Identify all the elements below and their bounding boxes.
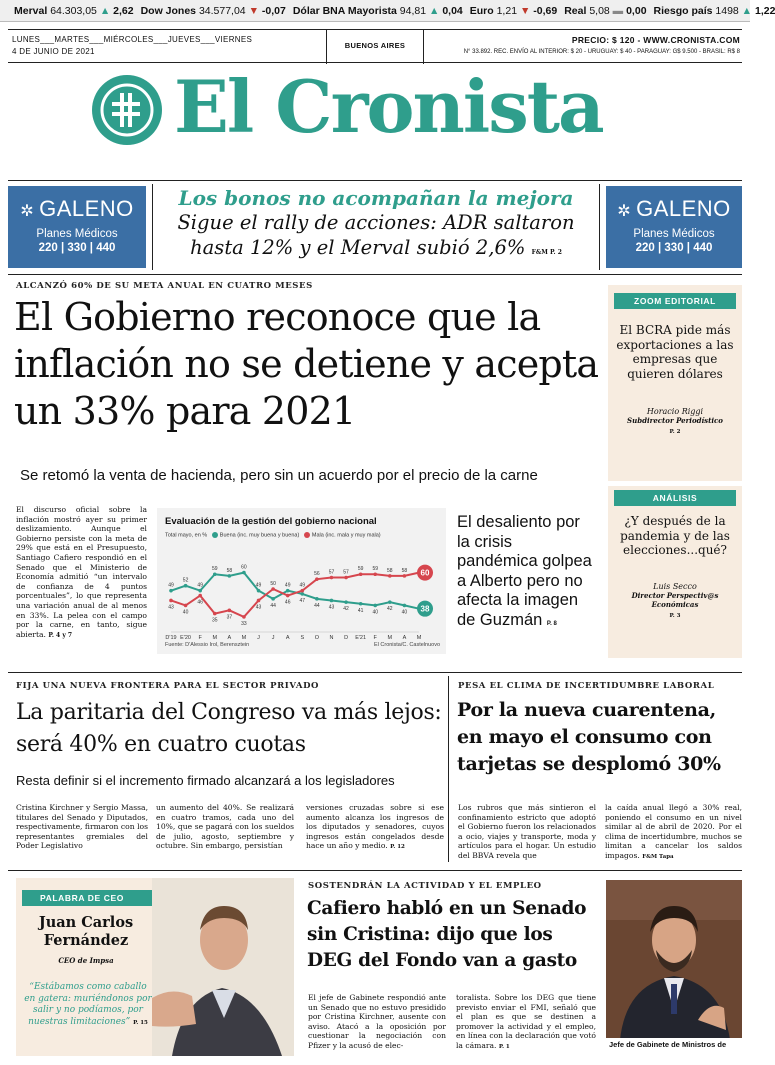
data-point	[300, 592, 304, 596]
data-label: 60	[241, 564, 247, 571]
data-label: 58	[226, 567, 233, 574]
data-label: 49	[168, 582, 174, 589]
data-label: 59	[357, 566, 364, 573]
ticker-item	[654, 5, 775, 17]
x-tick-label: M	[387, 635, 393, 641]
x-tick-label: N	[329, 635, 334, 641]
cafiero-photo	[606, 880, 742, 1040]
data-point	[373, 572, 377, 576]
edition-details: N° 33.892. REC. ENVÍO AL INTERIOR: $ 20 - URUGUAY: $ 40 - PARAGUAY: G$ 9.500 - BRASIL: R$ 8	[463, 49, 740, 55]
data-point	[213, 572, 217, 576]
ceo-quote: “Estábamos como caballo en gatera: muriéndonos por salir y no podíamos, por nuestras limitaciones” P. 15	[24, 982, 152, 1027]
data-label: 57	[328, 569, 335, 576]
cronista-emblem-icon	[90, 73, 164, 147]
data-label: 43	[328, 604, 335, 611]
data-label: 59	[372, 566, 379, 573]
end-label-bad: 60	[420, 568, 430, 578]
analysis-ref: P. 3	[669, 612, 681, 619]
data-label: 35	[211, 617, 218, 624]
analysis-box[interactable]	[608, 486, 742, 658]
legend-total: Total mayo, en %	[165, 532, 208, 539]
ceo-box[interactable]	[16, 878, 294, 1056]
data-label: 43	[255, 604, 262, 611]
x-tick-label: A	[285, 635, 290, 641]
data-point	[359, 572, 363, 576]
analysis-author: Luis Secco	[653, 581, 697, 591]
data-label: 59	[211, 566, 218, 573]
market-ticker	[0, 0, 775, 22]
data-point	[228, 609, 232, 613]
cafiero-photo-box	[606, 880, 742, 1056]
data-label: 49	[299, 582, 306, 589]
ceo-ref: P. 15	[133, 1019, 148, 1026]
galeno-sub: Planes Médicos	[633, 228, 715, 240]
x-tick-label: M	[416, 635, 422, 641]
top-story-title: Los bonos no acompañan la mejora	[178, 186, 574, 210]
arrow-down-icon: ▼	[517, 4, 534, 17]
ticker-label: Riesgo país	[653, 4, 716, 17]
lead-deck: Se retomó la venta de hacienda, pero sin un acuerdo por el precio de la carne	[20, 467, 538, 484]
data-point	[403, 574, 407, 578]
data-label: 40	[401, 609, 408, 616]
data-label: 46	[284, 599, 291, 606]
data-label: 40	[182, 609, 189, 616]
data-point	[213, 612, 217, 616]
x-tick-label: F	[198, 635, 202, 641]
story2-headline[interactable]: La paritaria del Congreso va más lejos: será 40% en cuatro cuotas	[16, 700, 442, 757]
ticker-value: 5,08	[589, 4, 610, 17]
x-tick-label: S	[300, 635, 305, 641]
chart-plot	[157, 508, 446, 654]
data-point	[403, 604, 407, 608]
galeno-ad-right[interactable]	[606, 186, 742, 268]
x-tick-label: E'21	[355, 635, 367, 641]
analysis-label: ANÁLISIS	[614, 490, 736, 506]
data-point	[315, 577, 319, 581]
data-point	[169, 599, 173, 603]
x-tick-label: E'20	[180, 635, 192, 641]
story2-deck: Resta definir si el incremento firmado alcanzará a los legisladores	[16, 773, 395, 788]
arrow-up-icon: ▲	[738, 4, 755, 17]
lead-body: El discurso oficial sobre la inflación mostró ayer su primer deslizamiento. Aunque el Gobierno persiste con la meta de 29% que está en el Presupuesto, Santiago Cafiero respondió en el Senado que el Ministerio de Economía admitió “un intervalo de confianza de 4 puntos porcentuales”, lo que representa una variación anual de al menos en 33%. La pelea con el campo por la carne, en tanto, sigue abierta. P. 4 y 7	[16, 505, 147, 639]
chart-credit: El Cronista/C. Castelnuovo	[373, 642, 440, 648]
issue-date: 4 DE JUNIO DE 2021	[12, 47, 95, 56]
galeno-brand: ✲ GALENO	[20, 196, 134, 221]
data-point	[388, 600, 392, 604]
data-label: 37	[226, 614, 233, 621]
zoom-title: El BCRA pide más exportaciones a las empresas que quieren dólares	[616, 323, 734, 381]
story2-ref: P. 12	[390, 844, 405, 851]
ticker-change: 2,62	[113, 4, 134, 17]
data-label: 47	[299, 597, 306, 604]
x-tick-label: M	[212, 635, 218, 641]
top-story-text: Sigue el rally de acciones: ADR saltaron hasta 12% y el Merval subió 2,6% F&M P. 2	[177, 211, 575, 259]
ceo-name: Juan Carlos Fernández	[38, 914, 134, 949]
data-point	[300, 589, 304, 593]
price: PRECIO: $ 120 - WWW.CRONISTA.COM	[571, 35, 740, 45]
data-point	[359, 602, 363, 606]
data-label: 43	[168, 604, 174, 611]
story2-col1: Cristina Kirchner y Sergio Massa, titulares del Senado y Diputados, respectivamente, firmaron con los representantes gremiales del Poder Legislativo	[16, 803, 148, 851]
x-tick-label: O	[314, 635, 320, 641]
data-point	[271, 587, 275, 591]
zoom-editorial-label: ZOOM EDITORIAL	[614, 293, 736, 309]
end-label-good: 38	[420, 604, 430, 614]
x-tick-label: D	[344, 635, 349, 641]
data-point	[242, 571, 246, 575]
data-point	[228, 574, 232, 578]
story2-col2: un aumento del 40%. Se realizará en cuatro tramos, cada uno del 10%, que se pagará con los sueldos de julio, agosto, septiembre y octubre. Sin embargo, persistían	[156, 803, 294, 851]
legend-bad: Mala (inc. mala y muy mala)	[311, 532, 381, 539]
data-label: 49	[255, 582, 262, 589]
lead-headline[interactable]: El Gobierno reconoce que la inflación no se detiene y acepta un 33% para 2021	[14, 295, 599, 433]
ticker-label: Euro	[469, 4, 497, 17]
data-point	[286, 589, 290, 593]
ticker-label: Merval	[14, 4, 51, 17]
data-label: 52	[182, 577, 189, 584]
data-point	[198, 594, 202, 598]
story3-kicker: PESA EL CLIMA DE INCERTIDUMBRE LABORAL	[458, 681, 715, 691]
galeno-brand: ✲ GALENO	[617, 196, 731, 221]
x-tick-label: A	[402, 635, 407, 641]
data-label: 58	[387, 567, 393, 574]
data-point	[344, 576, 348, 580]
ticker-item	[14, 5, 134, 17]
data-point	[330, 599, 334, 603]
top-story-ref: F&M P. 2	[531, 249, 562, 256]
approval-chart	[157, 508, 446, 654]
legend-good: Buena (inc. muy buena y buena)	[219, 532, 300, 539]
data-point	[184, 584, 188, 588]
chart-story-ref: P. 8	[546, 620, 557, 627]
x-tick-label: D'19	[165, 635, 177, 641]
data-label: 57	[343, 569, 349, 576]
ticker-item	[470, 5, 557, 17]
data-point	[388, 574, 392, 578]
galeno-plans: 220 | 330 | 440	[635, 242, 713, 254]
weekdays: LUNES___MARTES___MIÉRCOLES___JUEVES___VIERNES	[12, 35, 253, 44]
city-box	[326, 30, 424, 64]
story4-headline[interactable]: Cafiero habló en un Senado sin Cristina: dijo que los DEG del Fondo van a gasto	[307, 898, 587, 971]
ticker-item	[293, 5, 463, 17]
ticker-value: 94,81	[399, 4, 427, 17]
series-line-good	[171, 573, 419, 609]
ticker-change: 0,04	[442, 4, 463, 17]
galeno-sub: Planes Médicos	[36, 228, 118, 240]
ceo-role: CEO de Impsa	[58, 956, 114, 965]
arrow-up-icon: ▲	[96, 4, 114, 17]
data-point	[271, 597, 275, 601]
ceo-label: PALABRA DE CEO	[22, 890, 282, 906]
data-label: 44	[270, 602, 276, 609]
ticker-value: 1498	[715, 4, 739, 17]
series-line-bad	[171, 573, 419, 617]
masthead-logo	[90, 64, 660, 150]
ceo-photo	[152, 878, 294, 1056]
logo-text: El Cronista	[174, 64, 603, 149]
ticker-change: -0,69	[533, 4, 558, 17]
galeno-ad-left[interactable]	[8, 186, 146, 268]
ticker-change: 1,22	[754, 4, 775, 17]
story3-col1: Los rubros que más sintieron el confinamiento estricto que adoptó el Gobierno fueron los relacionados a ocio, viajes y transporte, moda y artículos para el hogar. Un estudio del BBVA revela que	[458, 803, 596, 860]
ticker-value: 1,21	[496, 4, 518, 17]
zoom-ref: P. 2	[669, 429, 681, 435]
data-point	[315, 597, 319, 601]
zoom-author: Horacio Riggi	[646, 407, 704, 416]
story4-col2: toralista. Sobre los DEG que tiene previsto enviar el FMI, señaló que el plan es que se destinen a promover la actividad y el empleo, en línea con la declaración que votó la cámara. P. 1	[456, 993, 596, 1050]
data-point	[257, 599, 261, 603]
ticker-item	[141, 5, 286, 17]
analysis-role: Director Perspectiv@s Económicas	[631, 590, 719, 609]
data-label: 33	[241, 620, 247, 627]
data-label: 40	[372, 609, 379, 616]
data-point	[344, 600, 348, 604]
data-point	[257, 589, 261, 593]
story2-col3: versiones cruzadas sobre si ese aumento alcanza los ingresos de los diputados y senadores, cuyos ingresos están congelados desde hace un año y medio. P. 12	[306, 803, 444, 851]
chart-story[interactable]: El desaliento por la crisis pandémica golpea a Alberto pero no afecta la imagen de Guzmán P. 8	[457, 513, 592, 629]
top-story[interactable]	[152, 184, 600, 270]
data-label: 46	[197, 599, 203, 606]
data-label: 50	[270, 581, 276, 587]
ticker-change: -0,07	[261, 4, 286, 17]
data-point	[198, 589, 202, 593]
data-label: 56	[314, 571, 320, 578]
ticker-value: 34.577,04	[198, 4, 246, 17]
data-point	[286, 594, 290, 598]
story3-ref: F&M Tapa	[642, 853, 674, 860]
masthead-strip	[8, 29, 742, 63]
ticker-item	[564, 5, 646, 17]
x-tick-label: J	[271, 635, 275, 641]
analysis-title: ¿Y después de la pandemia y de las elecciones...qué?	[620, 514, 730, 557]
data-label: 58	[401, 567, 408, 574]
ticker-change: 0,00	[626, 4, 647, 17]
galeno-logo-icon: ✲	[20, 203, 40, 220]
cafiero-caption: Jefe de Gabinete de Ministros de	[606, 1038, 742, 1056]
data-label: 42	[343, 606, 349, 613]
ticker-value: 64.303,05	[50, 4, 97, 17]
ticker-label: Dólar BNA Mayorista	[292, 4, 400, 17]
story4-ref: P. 1	[498, 1043, 510, 1050]
data-point	[330, 576, 334, 580]
data-label: 44	[314, 602, 320, 609]
flat-icon: ▬	[609, 4, 627, 17]
story2-kicker: FIJA UNA NUEVA FRONTERA PARA EL SECTOR PRIVADO	[16, 681, 320, 691]
zoom-editorial-box[interactable]	[608, 285, 742, 481]
lead-body-ref: P. 4 y 7	[48, 631, 73, 639]
ticker-label: Real	[564, 4, 590, 17]
zoom-role: Subdirector Periodístico	[627, 416, 723, 425]
chart-source: Fuente: D'Alessio Irol, Berensztein	[165, 642, 250, 648]
data-label: 49	[197, 582, 203, 589]
lead-kicker: ALCANZÓ 60% DE SU META ANUAL EN CUATRO MESES	[16, 281, 313, 291]
data-point	[242, 615, 246, 619]
data-label: 41	[357, 607, 364, 614]
data-label: 42	[387, 606, 393, 613]
data-point	[373, 604, 377, 608]
ticker-label: Dow Jones	[140, 4, 199, 17]
x-tick-label: A	[227, 635, 232, 641]
story3-headline[interactable]: Por la nueva cuarentena, en mayo el consumo con tarjetas se desplomó 30%	[457, 699, 721, 775]
x-tick-label: J	[257, 635, 260, 641]
galeno-plans: 220 | 330 | 440	[38, 242, 116, 254]
galeno-logo-icon: ✲	[617, 203, 637, 220]
arrow-down-icon: ▼	[245, 4, 262, 17]
chart-title: Evaluación de la gestión del gobierno nacional	[165, 516, 377, 527]
x-tick-label: F	[373, 635, 377, 641]
data-point	[169, 589, 173, 593]
data-label: 49	[284, 582, 291, 589]
story4-kicker: SOSTENDRÁN LA ACTIVIDAD Y EL EMPLEO	[308, 881, 542, 891]
data-point	[184, 604, 188, 608]
city-label: BUENOS AIRES	[344, 41, 406, 50]
story3-col2: la caída anual llegó a 30% real, poniendo el consumo en un nivel similar al de abril de 2020. Por el clima de incertidumbre, muchos se limitan a cancelar los saldos impagos. F&M Tapa	[605, 803, 742, 860]
story4-col1: El jefe de Gabinete respondió ante un Senado que no estuvo presidido por Cristina Kirchner, ausente con aviso. Atacó a la oposición por cuestionar la negociación con Pfizer y la acusó de elec-	[308, 993, 446, 1050]
arrow-up-icon: ▲	[426, 4, 443, 17]
x-tick-label: M	[241, 635, 247, 641]
